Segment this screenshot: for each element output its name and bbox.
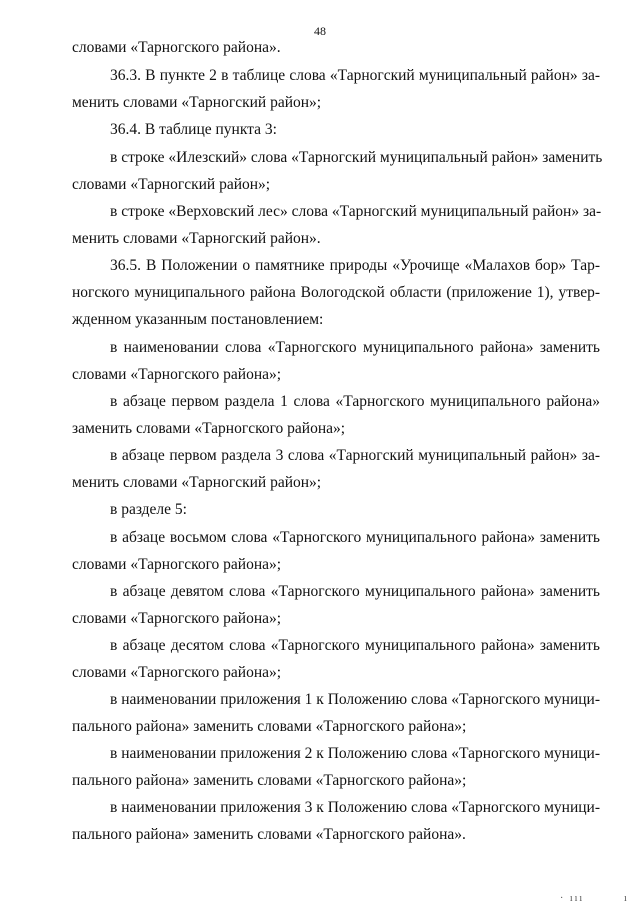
text-line: 36.4. В таблице пункта 3: <box>110 121 277 138</box>
text-line: в абзаце десятом слова «Тарногского муниципального района» заменить <box>110 637 600 654</box>
text-line: в абзаце девятом слова «Тарногского муниципального района» заменить <box>110 583 600 600</box>
text-line: в наименовании приложения 2 к Положению слова «Тарногского муници- <box>110 745 600 762</box>
text-line: в строке «Илезский» слова «Тарногский муниципальный район» заменить <box>110 149 603 166</box>
text-line: жденном указанным постановлением: <box>72 311 324 328</box>
text-line: в абзаце восьмом слова «Тарногского муниципального района» заменить <box>110 529 600 546</box>
text-line: ногского муниципального района Вологодской области (приложение 1), утвер- <box>72 284 600 301</box>
text-line: словами «Тарногского района»; <box>72 556 282 573</box>
text-line: пального района» заменить словами «Тарногского района»; <box>72 772 467 789</box>
scan-artifact: ı <box>624 893 629 904</box>
text-line: заменить словами «Тарногского района»; <box>72 420 346 437</box>
text-line: 36.5. В Положении о памятнике природы «Урочище «Малахов бор» Тар- <box>110 257 600 274</box>
text-line: в наименовании приложения 3 к Положению слова «Тарногского муници- <box>110 799 600 816</box>
text-line: в наименовании приложения 1 к Положению слова «Тарногского муници- <box>110 691 600 708</box>
text-line: пального района» заменить словами «Тарногского района». <box>72 826 466 843</box>
text-line: словами «Тарногского района»; <box>72 664 282 681</box>
text-line: словами «Тарногского района»; <box>72 366 282 383</box>
page-number: 48 <box>314 24 326 38</box>
text-line: в наименовании слова «Тарногского муниципального района» заменить <box>110 339 600 356</box>
text-line: менить словами «Тарногский район». <box>72 230 321 247</box>
text-line: в разделе 5: <box>110 501 187 518</box>
scan-artifact: · ııı <box>560 893 585 904</box>
text-line: в строке «Верховский лес» слова «Тарногский муниципальный район» за- <box>110 203 602 220</box>
text-line: в абзаце первом раздела 1 слова «Тарногского муниципального района» <box>110 393 600 410</box>
text-line: в абзаце первом раздела 3 слова «Тарногский муниципальный район» за- <box>110 447 600 464</box>
text-line: пального района» заменить словами «Тарногского района»; <box>72 718 467 735</box>
text-line: менить словами «Тарногский район»; <box>72 94 322 111</box>
text-line: словами «Тарногский район»; <box>72 176 271 193</box>
text-line: словами «Тарногского района». <box>72 39 281 56</box>
text-line: 36.3. В пункте 2 в таблице слова «Тарногский муниципальный район» за- <box>110 67 600 84</box>
text-line: словами «Тарногского района»; <box>72 610 282 627</box>
text-line: менить словами «Тарногский район»; <box>72 474 322 491</box>
